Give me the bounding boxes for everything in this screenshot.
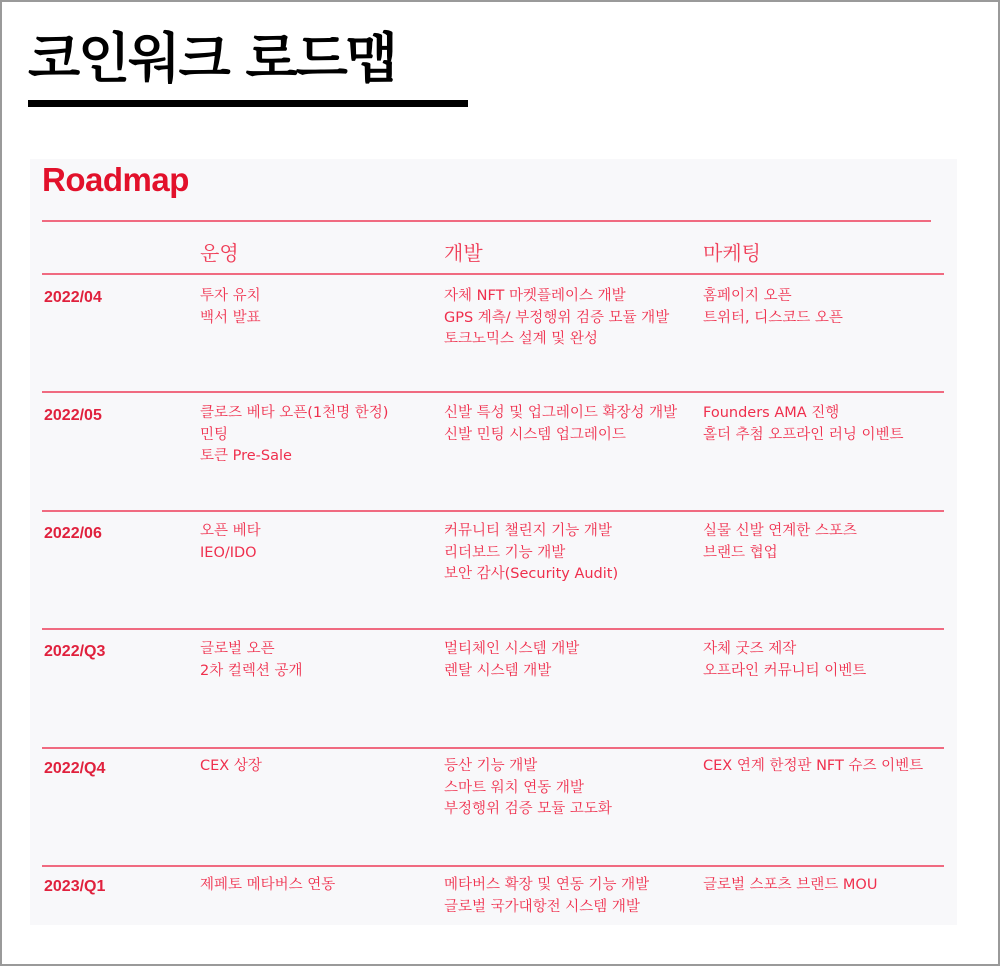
dev-item: 스마트 워치 연동 개발	[444, 779, 584, 796]
marketing-item: 브랜드 협업	[703, 544, 778, 561]
marketing-item: 글로벌 스포츠 브랜드 MOU	[703, 877, 878, 893]
dev-item: 신발 민팅 시스템 업그레이드	[444, 426, 626, 443]
ops-cell	[200, 756, 262, 778]
ops-cell	[200, 286, 261, 329]
dev-item: GPS 계측/ 부정행위 검증 모듈 개발	[444, 309, 670, 326]
marketing-item: 트위터, 디스코드 오픈	[703, 309, 843, 326]
marketing-cell	[703, 403, 904, 446]
dev-item: 커뮤니티 챌린지 기능 개발	[444, 523, 612, 539]
dev-cell	[444, 403, 677, 446]
page-title: 코인워크 로드맵	[28, 27, 396, 90]
marketing-item: 홈페이지 오픈	[703, 288, 792, 304]
roadmap-panel	[30, 159, 957, 925]
dev-item: 렌탈 시스템 개발	[444, 662, 552, 679]
divider	[42, 391, 944, 393]
ops-item: 백서 발표	[200, 309, 261, 326]
ops-item: 민팅	[200, 426, 229, 443]
ops-cell	[200, 875, 335, 897]
dev-item: 메타버스 확장 및 연동 기능 개발	[444, 877, 650, 893]
ops-item: 투자 유치	[200, 288, 261, 304]
dev-item: 글로벌 국가대항전 시스템 개발	[444, 898, 640, 915]
dev-cell	[444, 521, 618, 586]
ops-item: 글로벌 오픈	[200, 641, 275, 657]
divider	[42, 273, 944, 275]
divider	[42, 628, 944, 630]
row-period: 2022/04	[44, 289, 102, 306]
marketing-item: 오프라인 커뮤니티 이벤트	[703, 662, 867, 679]
row-period: 2022/Q4	[44, 760, 106, 777]
marketing-cell	[703, 639, 866, 682]
divider	[42, 747, 944, 749]
divider	[42, 510, 944, 512]
column-header-ops: 운영	[200, 241, 239, 265]
column-header-dev: 개발	[444, 241, 483, 265]
ops-item: CEX 상장	[200, 758, 262, 774]
column-header-marketing: 마케팅	[703, 241, 761, 265]
title-underline	[28, 100, 468, 107]
row-period: 2022/Q3	[44, 643, 106, 660]
ops-item: IEO/IDO	[200, 544, 257, 561]
ops-item: 제페토 메타버스 연동	[200, 877, 336, 893]
dev-cell	[444, 286, 669, 351]
marketing-item: 자체 굿즈 제작	[703, 641, 797, 657]
marketing-item: Founders AMA 진행	[703, 405, 840, 421]
ops-cell	[200, 521, 261, 564]
ops-cell	[200, 639, 303, 682]
dev-item: 토크노믹스 설계 및 완성	[444, 331, 598, 347]
marketing-item: CEX 연계 한정판 NFT 슈즈 이벤트	[703, 758, 924, 774]
dev-item: 리더보드 기능 개발	[444, 544, 566, 561]
dev-item: 멀티체인 시스템 개발	[444, 641, 580, 657]
marketing-item: 실물 신발 연계한 스포츠	[703, 523, 857, 539]
dev-cell	[444, 756, 612, 821]
roadmap-heading: Roadmap	[42, 161, 189, 198]
marketing-cell	[703, 875, 877, 897]
dev-item: 신발 특성 및 업그레이드 확장성 개발	[444, 405, 678, 421]
dev-cell	[444, 639, 579, 682]
row-period: 2022/06	[44, 525, 102, 542]
dev-item: 보안 감사(Security Audit)	[444, 566, 619, 582]
dev-cell	[444, 875, 649, 918]
ops-item: 토큰 Pre-Sale	[200, 448, 292, 464]
divider	[42, 220, 931, 222]
marketing-item: 홀더 추첨 오프라인 러닝 이벤트	[703, 426, 904, 443]
ops-item: 오픈 베타	[200, 523, 261, 539]
dev-item: 자체 NFT 마켓플레이스 개발	[444, 288, 626, 304]
marketing-cell	[703, 521, 857, 564]
dev-item: 부정행위 검증 모듈 고도화	[444, 801, 612, 817]
ops-cell	[200, 403, 388, 468]
row-period: 2022/05	[44, 407, 102, 424]
dev-item: 등산 기능 개발	[444, 758, 538, 774]
marketing-cell	[703, 286, 843, 329]
row-period: 2023/Q1	[44, 878, 106, 895]
ops-item: 클로즈 베타 오픈(1천명 한정)	[200, 405, 389, 421]
marketing-cell	[703, 756, 923, 778]
ops-item: 2차 컬렉션 공개	[200, 662, 303, 679]
divider	[42, 865, 944, 867]
